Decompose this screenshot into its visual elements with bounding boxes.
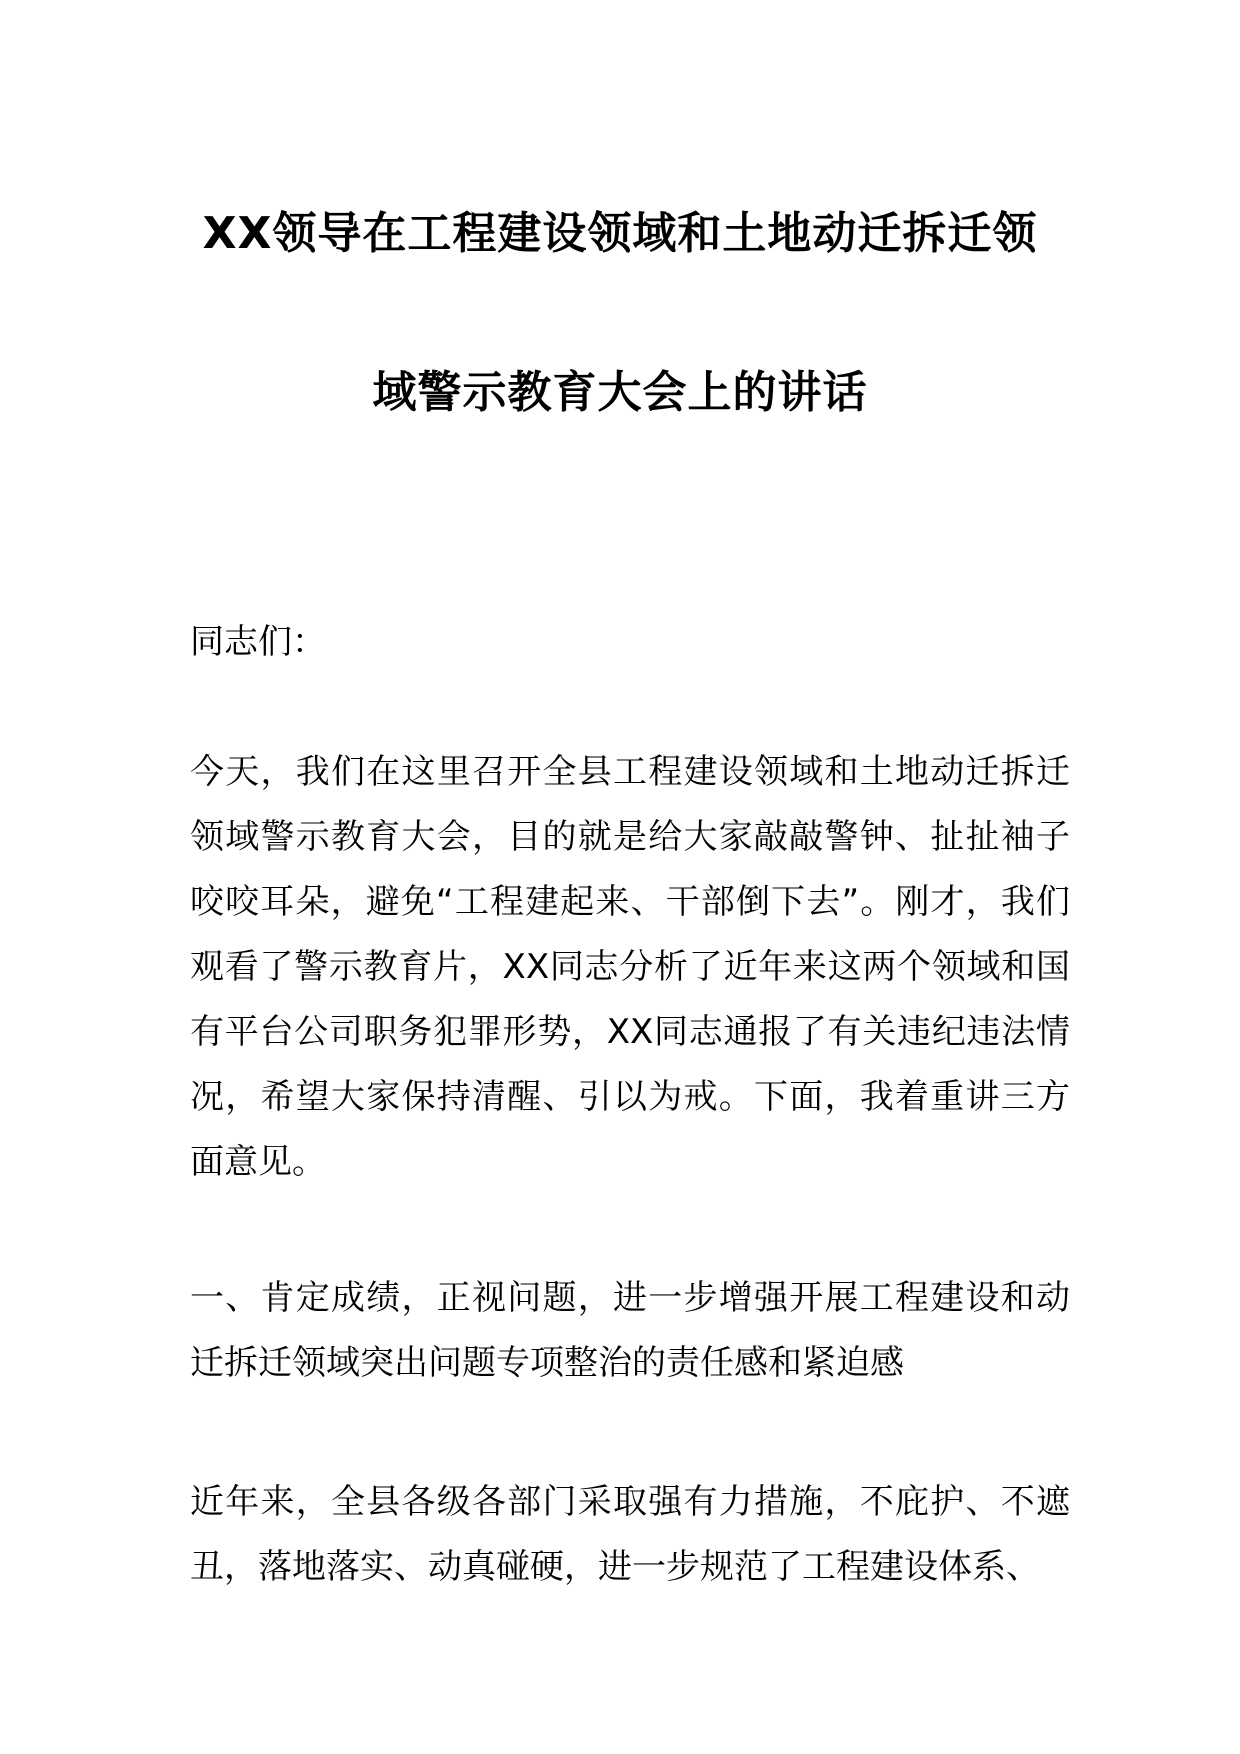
paragraph-opening: 今天，我们在这里召开全县工程建设领域和土地动迁拆迁领域警示教育大会，目的就是给大家敲敲警钟、扯扯袖子咬咬耳朵，避免“工程建起来、干部倒下去”。刚才，我们观看了警示教育片，XX同志分析了近年来这两个领域和国有平台公司职务犯罪形势，XX同志通报了有关违纪违法情况，希望大家保持清醒、引以为戒。下面，我着重讲三方面意见。 xyxy=(190,752,1070,1182)
salutation: 同志们： xyxy=(190,622,326,662)
section-heading-1: 一、肯定成绩，正视问题，进一步增强开展工程建设和动迁拆迁领域突出问题专项整治的责任感和紧迫感 xyxy=(190,1278,1070,1383)
document-title-line-2: 域警示教育大会上的讲话 xyxy=(372,367,868,418)
paragraph-achievements: 近年来，全县各级各部门采取强有力措施，不庇护、不遮丑，落地落实、动真碰硬，进一步规范了工程建设体系、 xyxy=(190,1482,1070,1587)
document-title-line-1: XX领导在工程建设领域和土地动迁拆迁领 xyxy=(202,208,1038,259)
